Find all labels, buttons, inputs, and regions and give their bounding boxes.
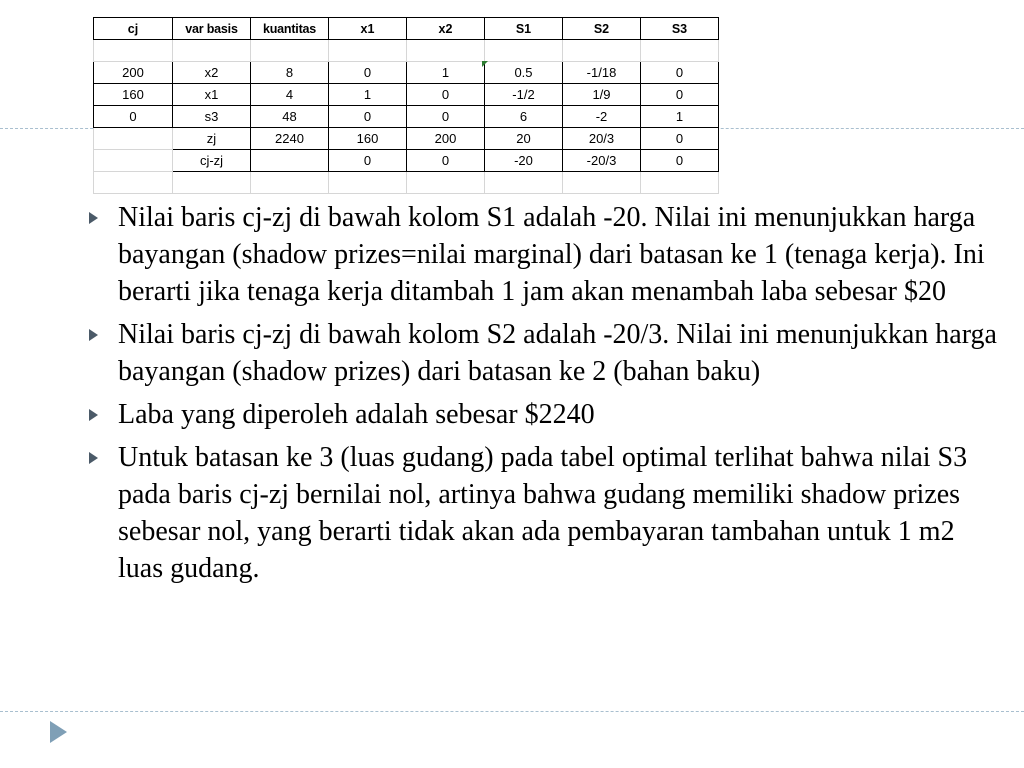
triangle-bullet-icon: [89, 212, 98, 224]
table-cell: 6: [485, 106, 563, 128]
table-cell: 200: [407, 128, 485, 150]
table-cell: zj: [173, 128, 251, 150]
table-cell: -2: [563, 106, 641, 128]
table-cell: s3: [173, 106, 251, 128]
table-cell: 1: [641, 106, 719, 128]
table-cell: 0: [407, 150, 485, 172]
table-cell: 0: [407, 84, 485, 106]
table-cell: [251, 40, 329, 62]
table-cell: [94, 128, 173, 150]
table-cell: [173, 40, 251, 62]
table-cell: -1/18: [563, 62, 641, 84]
table-cell: [173, 172, 251, 194]
table-cell: [251, 150, 329, 172]
list-item: [118, 199, 998, 310]
table-cell: 0: [641, 128, 719, 150]
table-cell: cj-zj: [173, 150, 251, 172]
table-cell: 1/9: [563, 84, 641, 106]
header-cell: S2: [563, 18, 641, 40]
table-row: [94, 172, 719, 194]
table-header-row: [94, 18, 719, 40]
bottom-dashed-divider: [0, 711, 1024, 712]
table-row: [94, 40, 719, 62]
table-cell: x1: [173, 84, 251, 106]
table-cell: 0: [329, 62, 407, 84]
simplex-table: [93, 17, 719, 194]
header-cell: x2: [407, 18, 485, 40]
table-cell: [329, 40, 407, 62]
header-cell: S3: [641, 18, 719, 40]
table-cell: [94, 150, 173, 172]
table-cell: 0: [641, 62, 719, 84]
table-cell: [641, 172, 719, 194]
table-cell: [94, 40, 173, 62]
table-row: [94, 62, 719, 84]
table-cell: 20/3: [563, 128, 641, 150]
bullet-list: [118, 199, 998, 593]
table-cell: 0: [407, 106, 485, 128]
table-cell: 200: [94, 62, 173, 84]
table-cell: [485, 172, 563, 194]
triangle-bullet-icon: [89, 409, 98, 421]
header-cell: kuantitas: [251, 18, 329, 40]
table-cell: 0: [329, 106, 407, 128]
bullet-text: Nilai baris cj-zj di bawah kolom S2 adalah -20/3. Nilai ini menunjukkan harga bayangan (shadow prizes) dari batasan ke 2 (bahan baku): [118, 319, 997, 387]
bullet-text: Laba yang diperoleh adalah sebesar $2240: [118, 399, 595, 430]
list-item: [118, 316, 998, 390]
table-cell: 0.5: [485, 62, 563, 84]
table-cell: 160: [329, 128, 407, 150]
header-cell: x1: [329, 18, 407, 40]
table-cell: 0: [94, 106, 173, 128]
table-cell: [641, 40, 719, 62]
list-item: [118, 396, 998, 433]
table-cell: [563, 40, 641, 62]
table-row: [94, 106, 719, 128]
list-item: [118, 439, 998, 587]
table-cell: [251, 172, 329, 194]
table-cell: 1: [407, 62, 485, 84]
table-cell: [563, 172, 641, 194]
table-cell: [94, 172, 173, 194]
table-cell: 4: [251, 84, 329, 106]
bullet-text: Untuk batasan ke 3 (luas gudang) pada tabel optimal terlihat bahwa nilai S3 pada baris cj-zj bernilai nol, artinya bahwa gudang memiliki shadow prizes sebesar nol, yang berarti tidak akan ada pembayaran tambahan untuk 1 m2 luas gudang.: [118, 442, 968, 584]
table-cell: [407, 172, 485, 194]
header-cell: S1: [485, 18, 563, 40]
table-cell: -20: [485, 150, 563, 172]
table-row: [94, 84, 719, 106]
table-cell: -20/3: [563, 150, 641, 172]
table-cell: 160: [94, 84, 173, 106]
table-row: [94, 128, 719, 150]
table-cell: [485, 40, 563, 62]
cell-comment-marker-icon: [482, 61, 488, 67]
table-cell: 0: [641, 150, 719, 172]
table-cell: 20: [485, 128, 563, 150]
table-cell: 1: [329, 84, 407, 106]
triangle-arrow-icon: [50, 721, 67, 743]
table-cell: [329, 172, 407, 194]
table-cell: 8: [251, 62, 329, 84]
table-cell: 48: [251, 106, 329, 128]
table-cell: x2: [173, 62, 251, 84]
header-cell: var basis: [173, 18, 251, 40]
triangle-bullet-icon: [89, 452, 98, 464]
header-cell: cj: [94, 18, 173, 40]
triangle-bullet-icon: [89, 329, 98, 341]
table-cell: [407, 40, 485, 62]
table-row: [94, 150, 719, 172]
table-cell: 2240: [251, 128, 329, 150]
bullet-text: Nilai baris cj-zj di bawah kolom S1 adalah -20. Nilai ini menunjukkan harga bayangan (shadow prizes=nilai marginal) dari batasan ke 1 (tenaga kerja). Ini berarti jika tenaga kerja ditambah 1 jam akan menambah laba sebesar $20: [118, 202, 985, 307]
simplex-table-image: [93, 17, 719, 194]
table-cell: 0: [329, 150, 407, 172]
table-cell: -1/2: [485, 84, 563, 106]
table-cell: 0: [641, 84, 719, 106]
